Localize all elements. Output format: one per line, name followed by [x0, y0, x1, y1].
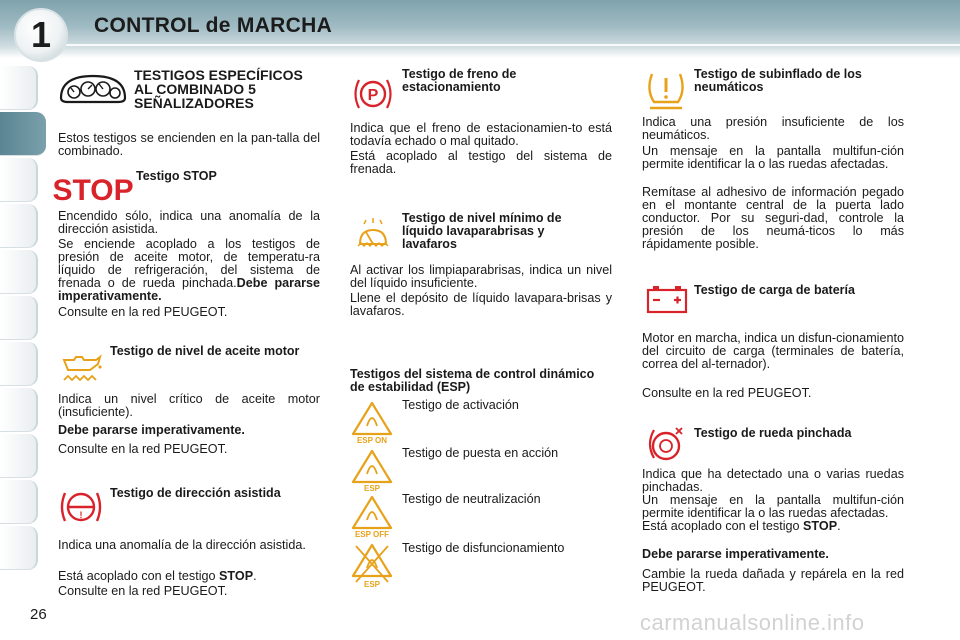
svg-text:ESP: ESP [363, 580, 381, 589]
washer-fluid-icon [354, 216, 392, 252]
esp-off-icon [350, 494, 394, 538]
chapter-tabs [0, 66, 48, 572]
oil-title: Testigo de nivel de aceite motor [110, 344, 300, 358]
battery-icon [646, 284, 688, 314]
svg-text:ESP OFF: ESP OFF [354, 530, 390, 539]
parking-text-1: Indica que el freno de estacionamien-to está todavía echado o mal quitado. [350, 121, 612, 148]
stop-title: Testigo STOP [136, 169, 217, 183]
oil-text-2: Debe pararse imperativamente. [58, 423, 245, 437]
svg-text:P: P [367, 87, 379, 104]
flat-text-3: Cambie la rueda dañada y repárela en la red PEUGEOT. [642, 567, 904, 594]
page-title: CONTROL de MARCHA [94, 14, 333, 37]
steering-title: Testigo de dirección asistida [110, 486, 281, 500]
esp-active-icon [350, 448, 394, 492]
header-rule [60, 44, 960, 46]
chapter-tab-active[interactable] [0, 112, 46, 156]
stop-icon-text: STOP [52, 174, 134, 207]
chapter-tab[interactable] [0, 250, 38, 294]
flat-tyre-icon [644, 424, 688, 464]
battery-title: Testigo de carga de batería [694, 283, 855, 297]
steering-text-1: Indica una anomalía de la dirección asistida. [58, 538, 306, 552]
flat-text-2: Debe pararse imperativamente. [642, 547, 829, 561]
washer-text-1: Al activar los limpiaparabrisas, indica un nivel del líquido insuficiente. [350, 263, 612, 290]
intro-text: Estos testigos se encienden en la pan-talla del combinado. [58, 131, 320, 158]
tyre-title: Testigo de subinflado de los neumáticos [694, 67, 862, 94]
esp-fault-icon [350, 542, 394, 588]
svg-text:!: ! [79, 510, 83, 520]
stop-text-2: Se enciende acoplado a los testigos de presión de aceite motor, de temperatu-ra líquido de refrigeración, del sistema de frenada o de rueda pinchada.Debe pararse imperativamente. [58, 237, 320, 303]
parking-title: Testigo de freno de estacionamiento [402, 67, 517, 94]
page-number: 26 [30, 606, 47, 623]
stop-text-3: Consulte en la red PEUGEOT. [58, 305, 228, 319]
svg-text:ESP ON: ESP ON [356, 436, 388, 445]
esp-neutralization-label: Testigo de neutralización [402, 492, 541, 506]
flat-text-1: Indica que ha detectado una o varias ruedas pinchadas. Un mensaje en la pantalla multifun-ción permite identificar la o las ruedas afectadas. Está acoplado con el testigo STOP. [642, 467, 904, 533]
esp-title: Testigos del sistema de control dinámico de estabilidad (ESP) [350, 367, 595, 394]
tyre-pressure-icon [644, 68, 688, 112]
chapter-tab[interactable] [0, 526, 38, 570]
tyre-text-2: Un mensaje en la pantalla multifun-ción permite identificar la o las ruedas afectadas. [642, 144, 904, 171]
battery-text-1: Motor en marcha, indica un disfun-cionamiento del circuito de carga (terminales de batería, correa del al-ternador). [642, 331, 904, 371]
chapter-tab[interactable] [0, 158, 38, 202]
washer-title: Testigo de nivel mínimo de líquido lavaparabrisas y lavafaros [402, 211, 562, 251]
stop-text-1: Encendido sólo, indica una anomalía de la dirección asistida. [58, 209, 320, 236]
washer-text-2: Llene el depósito de líquido lavapara-brisas y lavafaros. [350, 291, 612, 318]
stop-warning-icon [52, 174, 134, 207]
steering-text-2: Está acoplado con el testigo STOP. [58, 569, 257, 583]
flat-title: Testigo de rueda pinchada [694, 426, 852, 440]
tyre-text-3: Remítase al adhesivo de información pegado en el montante central de la puerta lado conductor. Por su seguri-dad, controle la presión de los neumá-ticos lo más rápidamente posible. [642, 185, 904, 251]
intro-title: TESTIGOS ESPECÍFICOS AL COMBINADO 5 SEÑALIZADORES [134, 67, 303, 111]
chapter-tab[interactable] [0, 342, 38, 386]
instrument-cluster-icon [58, 72, 128, 104]
chapter-tab[interactable] [0, 388, 38, 432]
esp-activation-label: Testigo de activación [402, 398, 519, 412]
chapter-tab[interactable] [0, 434, 38, 478]
chapter-tab[interactable] [0, 296, 38, 340]
parking-brake-icon [352, 76, 394, 112]
parking-text-2: Está acoplado al testigo del sistema de frenada. [350, 149, 612, 176]
tyre-text-1: Indica una presión insuficiente de los neumáticos. [642, 115, 904, 142]
battery-text-2: Consulte en la red PEUGEOT. [642, 386, 812, 400]
watermark: carmanualsonline.info [640, 610, 865, 635]
esp-in-action-label: Testigo de puesta en acción [402, 446, 559, 460]
esp-malfunction-label: Testigo de disfuncionamiento [402, 541, 565, 555]
steering-text-3: Consulte en la red PEUGEOT. [58, 584, 228, 598]
oil-text-3: Consulte en la red PEUGEOT. [58, 442, 228, 456]
steering-wheel-warning-icon [58, 488, 104, 526]
oil-text-1: Indica un nivel crítico de aceite motor (insuficiente). [58, 392, 320, 419]
esp-on-icon [350, 400, 394, 444]
chapter-number: 1 [14, 8, 68, 62]
chapter-tab[interactable] [0, 66, 38, 110]
chapter-tab[interactable] [0, 480, 38, 524]
oil-can-icon [60, 348, 104, 384]
chapter-tab[interactable] [0, 204, 38, 248]
svg-text:ESP: ESP [363, 484, 381, 493]
